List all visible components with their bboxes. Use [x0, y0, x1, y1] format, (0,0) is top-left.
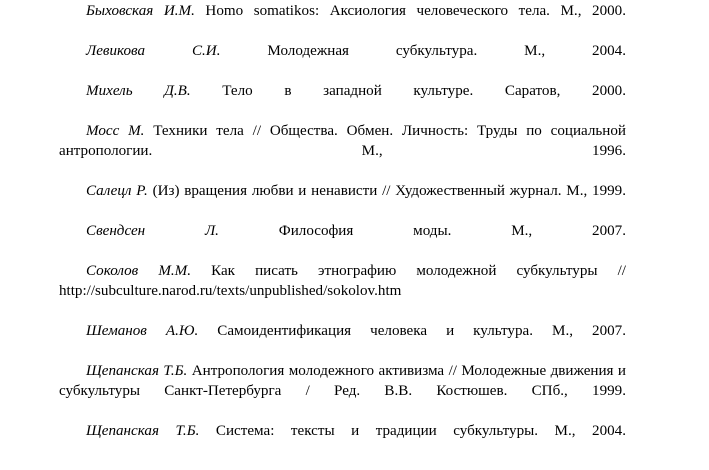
bibliography-entry	[59, 261, 626, 321]
bibliography-list	[59, 1, 626, 461]
entry-author: Свендсен Л.	[86, 223, 219, 239]
entry-title: Самоидентификация человека и культура. М., 2007.	[198, 323, 626, 339]
entry-title: Homo somatikos: Аксиология человеческого тела. М., 2000.	[194, 3, 626, 19]
entry-url: http://subculture.narod.ru/texts/unpublished/sokolov.htm	[59, 283, 402, 299]
entry-author: Быховская И.М.	[86, 3, 195, 19]
entry-title: Тело в западной культуре. Саратов, 2000.	[190, 83, 626, 99]
entry-title: Молодежная субкультура. М., 2004.	[220, 43, 626, 59]
entry-author: Мосс М.	[86, 123, 145, 139]
entry-title: Система: тексты и традиции субкультуры. М., 2004.	[199, 423, 626, 439]
bibliography-entry	[59, 321, 626, 361]
entry-author: Салецл Р.	[86, 183, 148, 199]
bibliography-entry	[59, 221, 626, 261]
entry-title: Антропология молодежного активизма // Молодежные движения и субкультуры Санкт-Петербурга / Ред. В.В. Костюшев. СПб., 1999.	[59, 363, 627, 399]
bibliography-entry	[59, 121, 626, 181]
bibliography-entry	[59, 421, 626, 461]
entry-author: Михель Д.В.	[86, 83, 191, 99]
bibliography-entry	[59, 181, 626, 221]
bibliography-entry	[59, 361, 626, 421]
entry-title: Философия моды. М., 2007.	[218, 223, 626, 239]
entry-author: Шеманов А.Ю.	[86, 323, 199, 339]
entry-title: (Из) вращения любви и ненависти // Художественный журнал. М., 1999.	[147, 183, 626, 199]
entry-author: Соколов М.М.	[86, 263, 192, 279]
bibliography-entry	[59, 41, 626, 81]
bibliography-entry	[59, 1, 626, 41]
entry-author: Щепанская Т.Б.	[86, 363, 188, 379]
entry-author: Левикова С.И.	[86, 43, 221, 59]
bibliography-entry	[59, 81, 626, 121]
entry-title: Как писать этнографию молодежной субкультуры // http://subculture.narod.ru/texts/unpublished/sokolov.htm	[59, 263, 626, 299]
entry-author: Щепанская Т.Б.	[86, 423, 200, 439]
entry-title: Техники тела // Общества. Обмен. Личность: Труды по социальной антропологии. М., 1996.	[59, 123, 626, 159]
